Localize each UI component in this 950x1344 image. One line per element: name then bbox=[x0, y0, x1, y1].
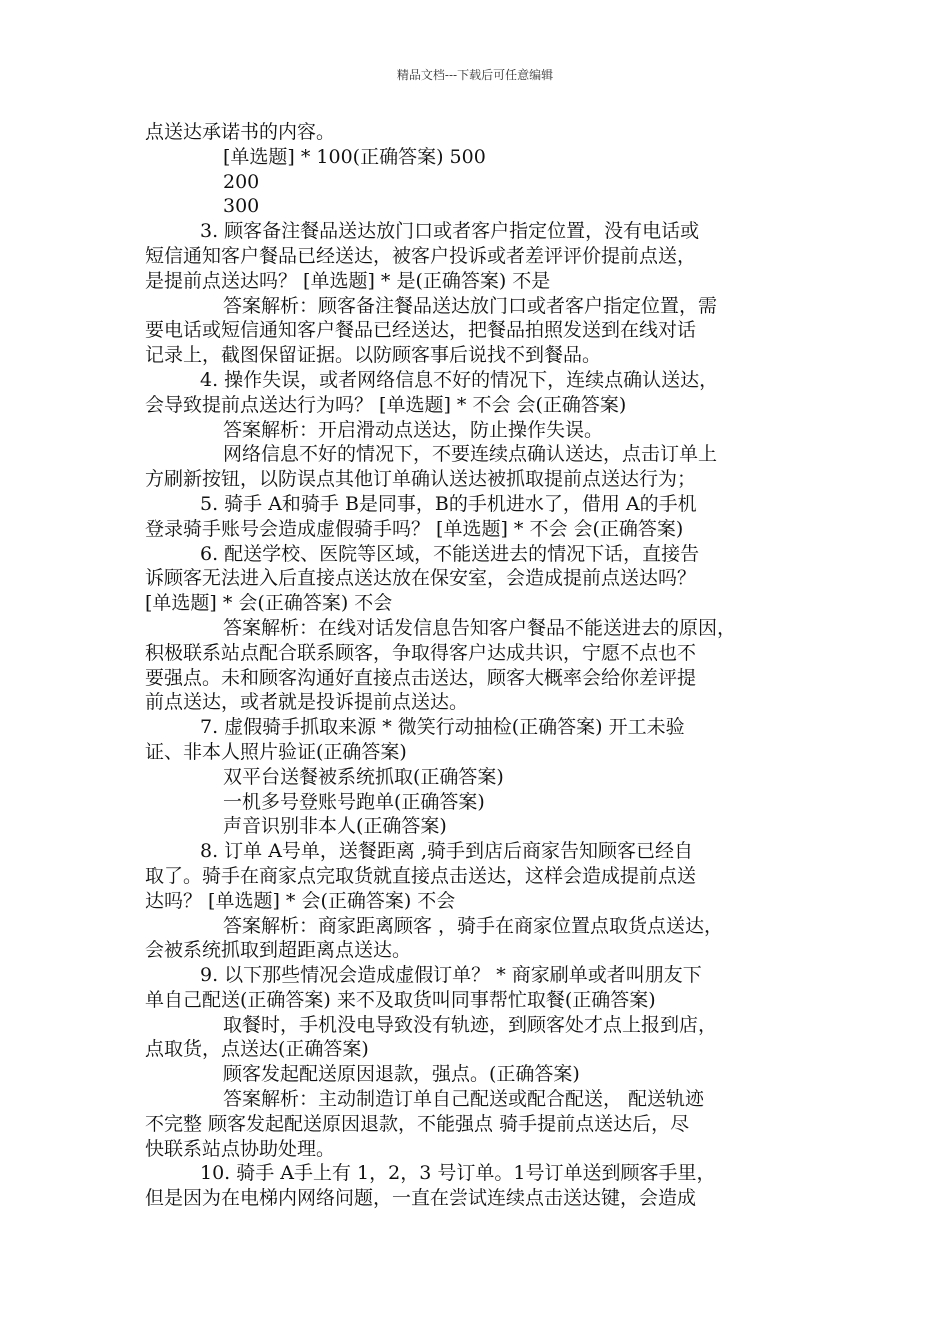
text-line: 短信通知客户餐品已经送达，被客户投诉或者差评评价提前点送， bbox=[145, 244, 697, 267]
text-line: 会被系统抓取到超距离点送达。 bbox=[145, 939, 412, 962]
text-line: 答案解析：商家距离顾客 ，骑手在商家位置点取货点送达， bbox=[223, 914, 724, 937]
text-line: 取了。骑手在商家点完取货就直接点击送达，这样会造成提前点送 bbox=[145, 864, 697, 887]
text-line: 答案解析：主动制造订单自己配送或配合配送， 配送轨迹 bbox=[223, 1088, 705, 1111]
text-line: 快联系站点协助处理。 bbox=[145, 1137, 336, 1160]
text-line: 取餐时，手机没电导致没有轨迹，到顾客处才点上报到店， bbox=[223, 1013, 718, 1036]
text-line: 7. 虚假骑手抓取来源 * 微笑行动抽检(正确答案) 开工未验 bbox=[200, 716, 685, 739]
text-line: 一机多号登账号跑单(正确答案) bbox=[223, 790, 485, 813]
text-line: 答案解析：开启滑动点送达，防止操作失误。 bbox=[223, 418, 604, 441]
text-line: 诉顾客无法进入后直接点送达放在保安室，会造成提前点送达吗？ bbox=[145, 567, 697, 590]
text-line: 记录上，截图保留证据。以防顾客事后说找不到餐品。 bbox=[145, 344, 602, 367]
text-line: 5. 骑手 A和骑手 B是同事，B的手机进水了，借用 A的手机 bbox=[200, 492, 697, 515]
text-line: 要强点。未和顾客沟通好直接点击送达，顾客大概率会给你差评提 bbox=[145, 666, 697, 689]
text-line: 是提前点送达吗？ [单选题] * 是(正确答案) 不是 bbox=[145, 269, 551, 292]
text-line: 10. 骑手 A手上有 1，2，3 号订单。1号订单送到顾客手里， bbox=[200, 1162, 716, 1185]
text-line: 网络信息不好的情况下，不要连续点确认送达，点击订单上 bbox=[223, 443, 718, 466]
text-line: 达吗？ [单选题] * 会(正确答案) 不会 bbox=[145, 889, 456, 912]
text-line: 不完整 顾客发起配送原因退款，不能强点 骑手提前点送达后，尽 bbox=[145, 1112, 690, 1135]
text-line: 6. 配送学校、医院等区域，不能送进去的情况下话，直接告 bbox=[200, 542, 700, 565]
text-line: 顾客发起配送原因退款，强点。(正确答案) bbox=[223, 1063, 580, 1086]
text-line: 双平台送餐被系统抓取(正确答案) bbox=[223, 765, 504, 788]
text-line: 证、非本人照片验证(正确答案) bbox=[145, 740, 407, 763]
text-line: 要电话或短信通知客户餐品已经送达，把餐品拍照发送到在线对话 bbox=[145, 319, 697, 342]
text-line: 但是因为在电梯内网络问题，一直在尝试连续点击送达键，会造成 bbox=[145, 1187, 697, 1210]
text-line: 3. 顾客备注餐品送达放门口或者客户指定位置，没有电话或 bbox=[200, 220, 700, 243]
document-body bbox=[145, 120, 820, 1211]
text-line: [单选题] * 100(正确答案) 500 bbox=[223, 145, 486, 168]
text-line: 会导致提前点送达行为吗？ [单选题] * 不会 会(正确答案) bbox=[145, 393, 627, 416]
text-line: [单选题] * 会(正确答案) 不会 bbox=[145, 592, 393, 615]
text-line: 9. 以下那些情况会造成虚假订单？ * 商家刷单或者叫朋友下 bbox=[200, 964, 702, 987]
text-line: 积极联系站点配合联系顾客，争取得客户达成共识，宁愿不点也不 bbox=[145, 641, 697, 664]
text-line: 300 bbox=[223, 195, 260, 218]
text-line: 前点送达，或者就是投诉提前点送达。 bbox=[145, 691, 469, 714]
text-line: 声音识别非本人(正确答案) bbox=[223, 815, 447, 838]
text-line: 单自己配送(正确答案) 来不及取货叫同事帮忙取餐(正确答案) bbox=[145, 988, 656, 1011]
text-line: 点取货，点送达(正确答案) bbox=[145, 1038, 369, 1061]
text-line: 登录骑手账号会造成虚假骑手吗？ [单选题] * 不会 会(正确答案) bbox=[145, 517, 684, 540]
text-line: 200 bbox=[223, 170, 260, 193]
text-line: 方刷新按钮，以防误点其他订单确认送达被抓取提前点送达行为； bbox=[145, 468, 697, 491]
text-line: 答案解析：在线对话发信息告知客户餐品不能送进去的原因， bbox=[223, 616, 737, 639]
text-line: 点送达承诺书的内容。 bbox=[145, 121, 336, 143]
text-line: 4. 操作失误，或者网络信息不好的情况下，连续点确认送达， bbox=[200, 368, 719, 391]
text-line: 答案解析：顾客备注餐品送达放门口或者客户指定位置，需 bbox=[223, 294, 718, 317]
page-header: 精品文档---下载后可任意编辑 bbox=[396, 68, 554, 82]
text-line: 8. 订单 A号单，送餐距离 ,骑手到店后商家告知顾客已经自 bbox=[200, 840, 694, 863]
